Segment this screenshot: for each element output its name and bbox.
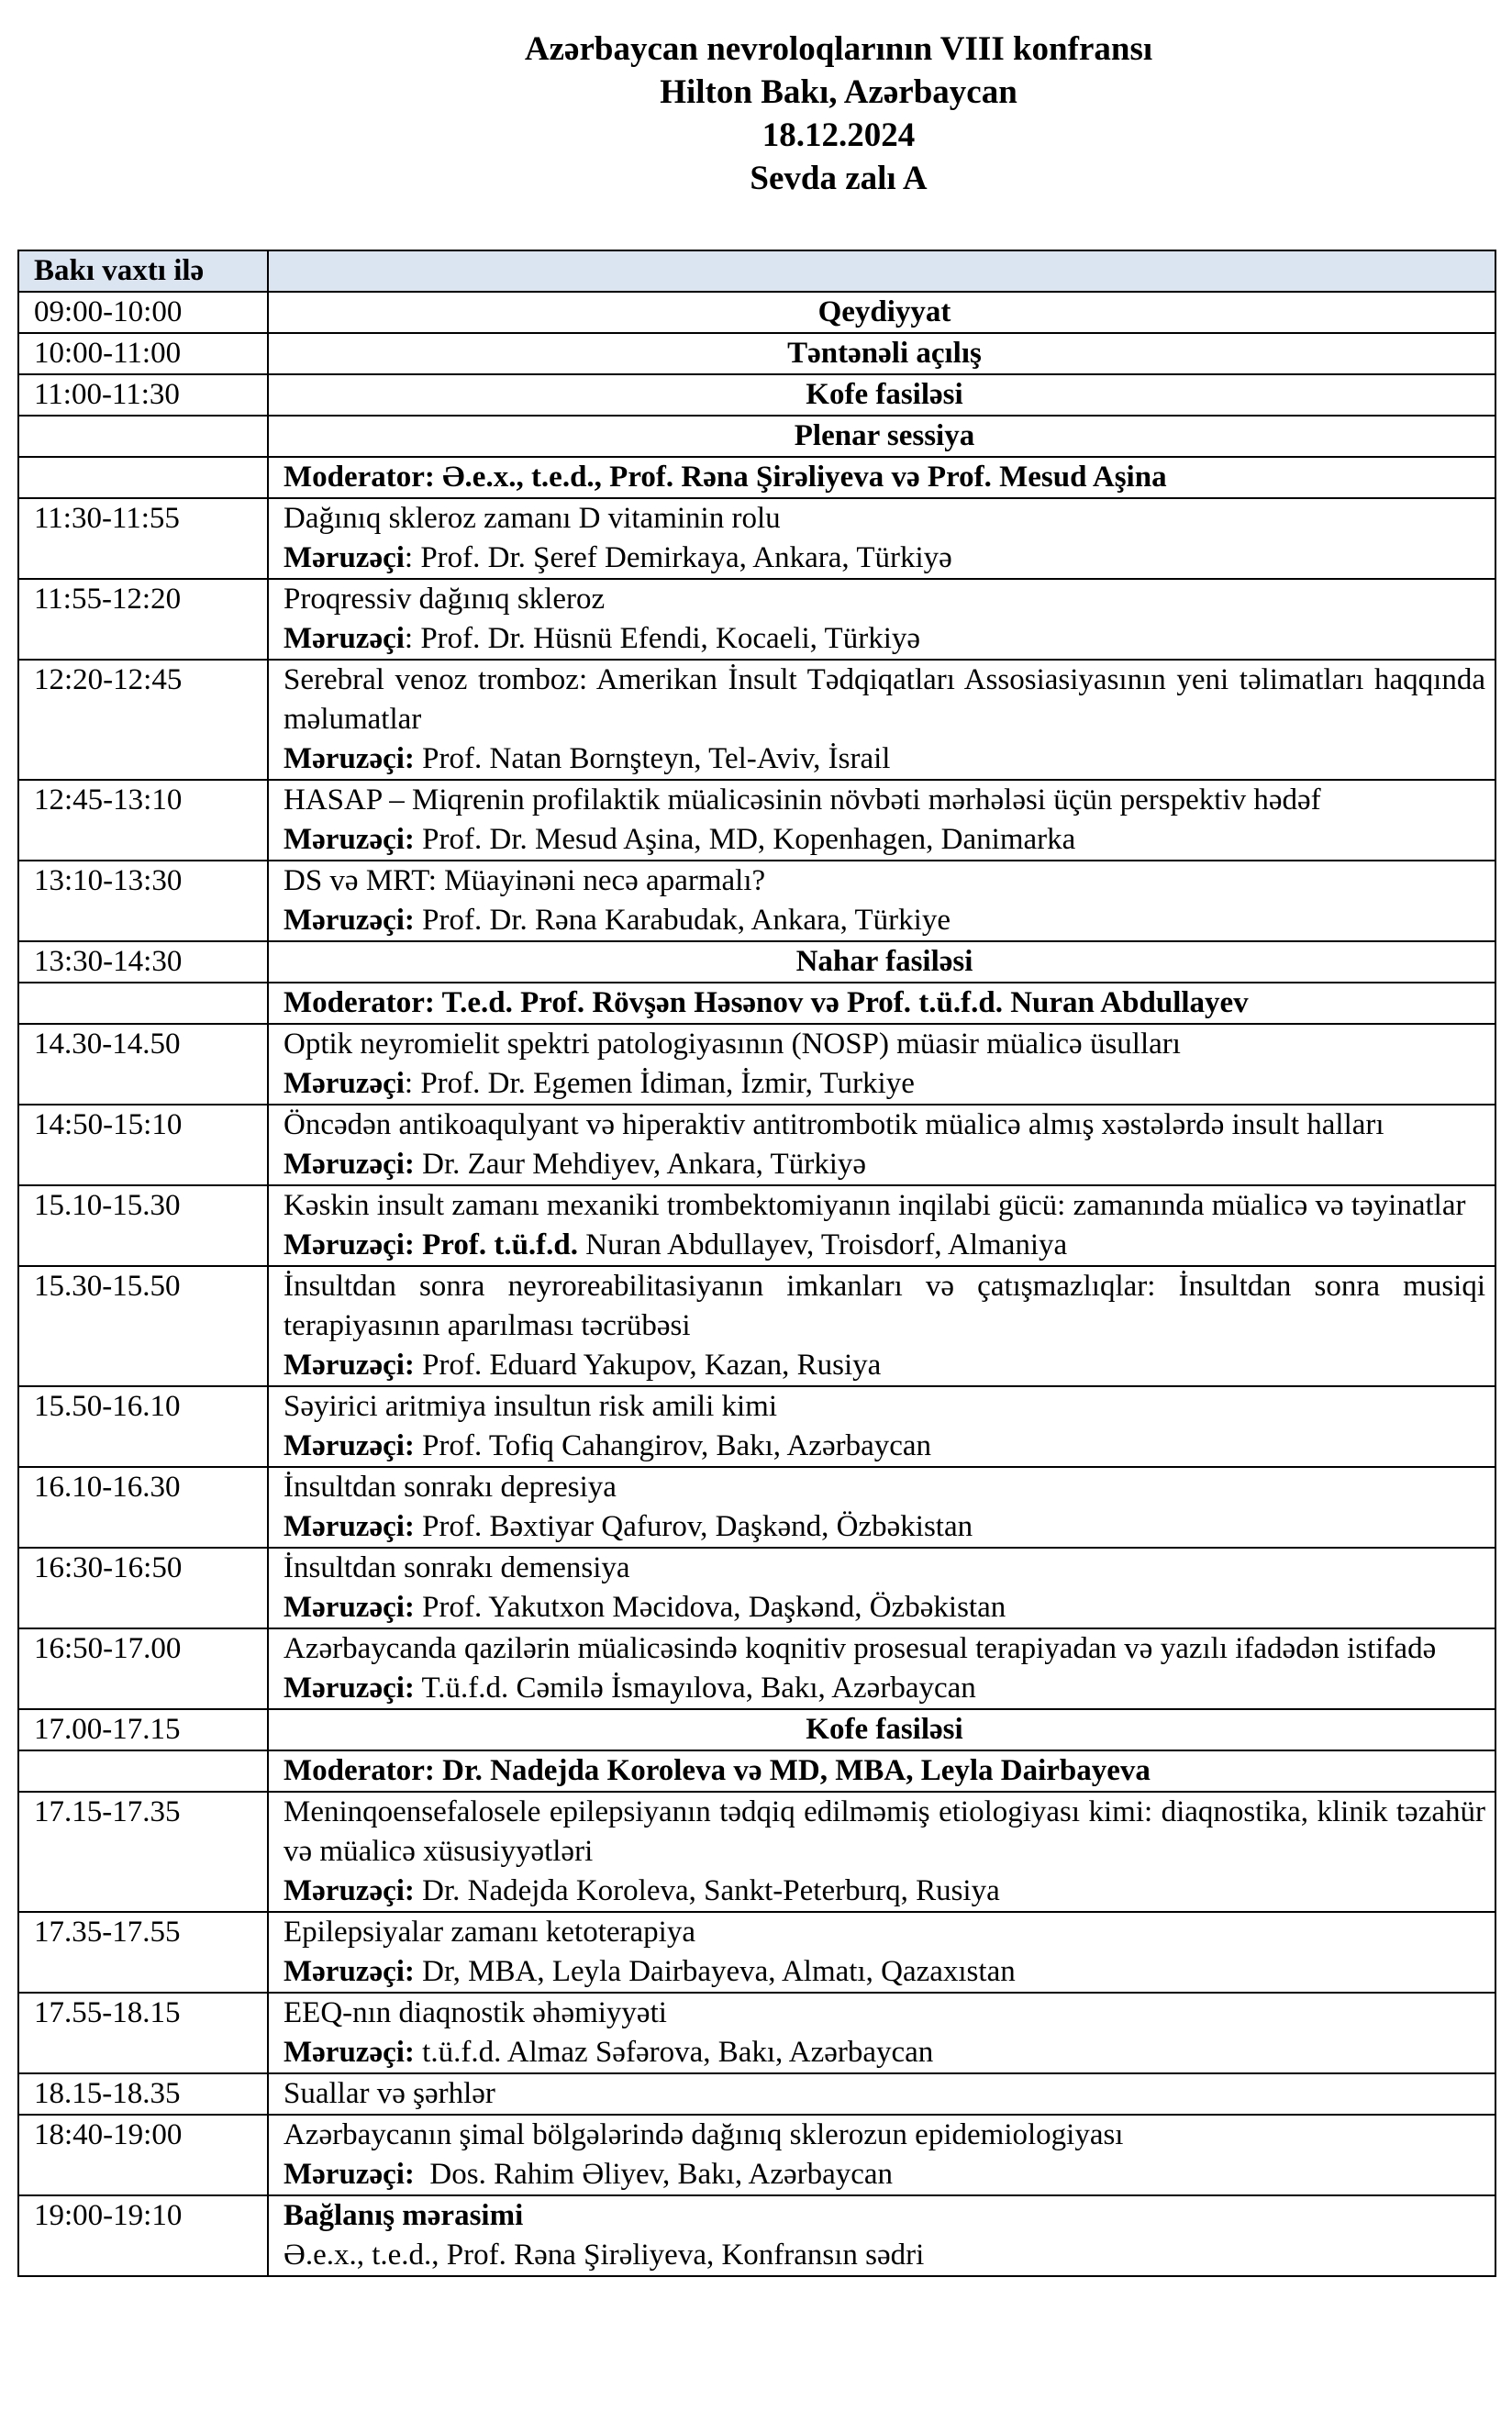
table-row [18,2073,1495,2115]
talk-topic: Dağınıq skleroz zamanı D vitaminin rolu [284,502,781,535]
table-row [18,1628,1495,1709]
table-row [18,2195,1495,2276]
session-time: 18:40-19:00 [18,2115,268,2195]
speaker-label: Məruzəçi [284,1067,405,1100]
moderator-line: Moderator: Ə.e.x., t.e.d., Prof. Rəna Şirəliyeva və Prof. Mesud Aşina [268,457,1495,498]
speaker-name: : Prof. Dr. Hüsnü Efendi, Kocaeli, Türkiyə [404,622,921,655]
talk-speaker [284,1064,1485,1104]
talk-topic: HASAP – Miqrenin profilaktik müalicəsinin növbəti mərhələsi üçün perspektiv hədəf [284,783,1321,817]
talk-topic: Epilepsiyalar zamanı ketoterapiya [284,1916,695,1949]
talk-cell [268,861,1495,941]
table-row [18,416,1495,457]
speaker-label: Məruzəçi: [284,1591,415,1624]
table-row [18,1185,1495,1266]
speaker-label: Məruzəçi: [284,2036,415,2069]
session-time: 16:50-17.00 [18,1628,268,1709]
session-time: 11:00-11:30 [18,374,268,416]
speaker-name: Prof. Natan Bornşteyn, Tel-Aviv, İsrail [414,742,891,775]
speaker-name: T.ü.f.d. Cəmilə İsmayılova, Bakı, Azərbaycan [414,1672,976,1705]
talk-speaker [284,1872,1485,1911]
talk-cell [268,1386,1495,1467]
talk-speaker [284,539,1485,578]
talk-topic: Azərbaycanın şimal bölgələrində dağınıq sklerozun epidemiologiyası [284,2118,1124,2151]
conference-title: Azərbaycan nevroloqlarının VIII konfransı [524,30,1153,68]
speaker-name: Dr. Zaur Mehdiyev, Ankara, Türkiyə [414,1148,867,1181]
session-time [18,416,268,457]
table-row [18,457,1495,498]
session-time: 17.35-17.55 [18,1912,268,1993]
session-time: 14:50-15:10 [18,1105,268,1185]
talk-speaker [284,1145,1485,1184]
speaker-name: Prof. Dr. Mesud Aşina, MD, Kopenhagen, Danimarka [414,823,1076,856]
table-row [18,1993,1495,2073]
talk-speaker [284,1669,1485,1708]
talk-cell [268,2073,1495,2115]
talk-speaker [284,2155,1485,2194]
speaker-label: Məruzəçi: [284,1874,415,1907]
closing-chair: Ə.e.x., t.e.d., Prof. Rəna Şirəliyeva, Konfransın sədri [284,2239,925,2272]
speaker-name: Nuran Abdullayev, Troisdorf, Almaniya [578,1228,1068,1261]
speaker-label: Məruzəçi [284,622,405,655]
talk-speaker [284,619,1485,659]
session-time: 11:55-12:20 [18,579,268,660]
talk-speaker [284,1226,1485,1265]
talk-topic: Meninqoensefalosele epilepsiyanın tədqiq edilməmiş etiologiyası kimi: diaqnostika, klinik təzahür və müalicə xüsusiyyətləri [284,1795,1485,1868]
table-row [18,1912,1495,1993]
talk-cell [268,1185,1495,1266]
speaker-label: Məruzəçi: [284,1955,415,1988]
table-row [18,333,1495,374]
talk-cell [268,1628,1495,1709]
talk-speaker [284,1952,1485,1992]
speaker-label: Məruzəçi: [284,904,415,937]
talk-cell [268,1912,1495,1993]
speaker-name: Prof. Dr. Rəna Karabudak, Ankara, Türkiye [414,904,951,937]
talk-topic: Kəskin insult zamanı mexaniki trombektomiyanın inqilabi gücü: zamanında müalicə və təyinatlar [284,1189,1466,1222]
talk-topic: DS və MRT: Müayinəni necə aparmalı? [284,864,766,897]
speaker-name: Dos. Rahim Əliyev, Bakı, Azərbaycan [414,2158,894,2191]
table-row [18,660,1495,780]
session-time: 19:00-19:10 [18,2195,268,2276]
table-row [18,1548,1495,1628]
moderator-line: Moderator: T.e.d. Prof. Rövşən Həsənov və Prof. t.ü.f.d. Nuran Abdullayev [268,983,1495,1024]
session-time [18,457,268,498]
table-row [18,780,1495,861]
talk-topic: Səyirici aritmiya insultun risk amili kimi [284,1390,778,1423]
talk-cell [268,2195,1495,2276]
talk-cell [268,2115,1495,2195]
speaker-name: Prof. Yakutxon Məcidova, Daşkənd, Özbəkistan [414,1591,1006,1624]
session-time [18,983,268,1024]
speaker-label: Məruzəçi: [284,1148,415,1181]
talk-cell [268,1024,1495,1105]
session-time: 15.10-15.30 [18,1185,268,1266]
talk-speaker [284,1588,1485,1628]
conference-venue: Hilton Bakı, Azərbaycan [660,73,1017,111]
conference-hall: Sevda zalı A [750,160,928,197]
session-time: 09:00-10:00 [18,292,268,333]
moderator-line: Moderator: Dr. Nadejda Koroleva və MD, MBA, Leyla Dairbayeva [268,1750,1495,1792]
page-header [0,28,1512,200]
speaker-name: Prof. Eduard Yakupov, Kazan, Rusiya [414,1349,882,1382]
session-time: 13:30-14:30 [18,941,268,983]
session-time: 16.10-16.30 [18,1467,268,1548]
speaker-label: Məruzəçi: [284,2158,415,2191]
talk-cell [268,660,1495,780]
talk-speaker [284,901,1485,940]
talk-speaker [284,2033,1485,2072]
talk-topic: Suallar və şərhlər [284,2077,495,2110]
talk-speaker [284,1346,1485,1385]
talk-topic: İnsultdan sonrakı demensiya [284,1551,630,1584]
session-time: 18.15-18.35 [18,2073,268,2115]
table-row [18,2115,1495,2195]
session-time: 16:30-16:50 [18,1548,268,1628]
speaker-label: Məruzəçi [284,541,405,574]
talk-speaker [284,820,1485,860]
talk-cell [268,1467,1495,1548]
talk-topic: İnsultdan sonra neyroreabilitasiyanın imkanları və çatışmazlıqlar: İnsultdan sonra musiqi terapiyasının aparılması təcrübəsi [284,1270,1485,1342]
session-time: 14.30-14.50 [18,1024,268,1105]
table-row [18,1024,1495,1105]
table-row [18,1467,1495,1548]
session-time: 12:20-12:45 [18,660,268,780]
table-row [18,1266,1495,1386]
table-row [18,1792,1495,1912]
table-row [18,983,1495,1024]
session-time: 13:10-13:30 [18,861,268,941]
speaker-name: : Prof. Dr. Şeref Demirkaya, Ankara, Türkiyə [404,541,952,574]
speaker-name: t.ü.f.d. Almaz Səfərova, Bakı, Azərbaycan [414,2036,934,2069]
table-row [18,1105,1495,1185]
speaker-label: Məruzəçi: [284,1672,415,1705]
table-row [18,498,1495,579]
speaker-name: : Prof. Dr. Egemen İdiman, İzmir, Turkiye [404,1067,915,1100]
talk-speaker [284,739,1485,779]
table-row [18,1750,1495,1792]
program-table [17,250,1496,2277]
talk-topic: Serebral venoz tromboz: Amerikan İnsult Tədqiqatları Assosiasiyasının yeni təlimatları haqqında məlumatlar [284,663,1485,736]
speaker-label: Məruzəçi: [284,823,415,856]
talk-cell [268,498,1495,579]
speaker-label: Məruzəçi: [284,742,415,775]
talk-topic: EEQ-nın diaqnostik əhəmiyyəti [284,1996,667,2029]
session-title: Kofe fasiləsi [268,1709,1495,1750]
session-time: 15.50-16.10 [18,1386,268,1467]
session-time: 17.55-18.15 [18,1993,268,2073]
speaker-name: Dr, MBA, Leyla Dairbayeva, Almatı, Qazaxıstan [414,1955,1016,1988]
session-title: Kofe fasiləsi [268,374,1495,416]
table-header-row [18,250,1495,292]
table-row [18,374,1495,416]
talk-cell [268,1105,1495,1185]
time-column-header: Bakı vaxtı ilə [18,250,268,292]
session-time [18,1750,268,1792]
conference-date: 18.12.2024 [762,117,916,154]
program-column-header [268,250,1495,292]
speaker-name: Prof. Tofiq Cahangirov, Bakı, Azərbaycan [414,1429,932,1462]
talk-cell [268,1792,1495,1912]
talk-topic: Proqressiv dağınıq skleroz [284,583,606,616]
session-time: 11:30-11:55 [18,498,268,579]
speaker-label: Məruzəçi: Prof. t.ü.f.d. [284,1228,579,1261]
talk-speaker [284,1507,1485,1547]
session-time: 17.15-17.35 [18,1792,268,1912]
speaker-label: Məruzəçi: [284,1429,415,1462]
session-title: Qeydiyyat [268,292,1495,333]
talk-cell [268,1993,1495,2073]
table-row [18,1709,1495,1750]
session-time: 17.00-17.15 [18,1709,268,1750]
table-row [18,1386,1495,1467]
table-row [18,861,1495,941]
session-time: 15.30-15.50 [18,1266,268,1386]
table-row [18,941,1495,983]
speaker-label: Məruzəçi: [284,1510,415,1543]
table-row [18,579,1495,660]
talk-topic: Öncədən antikoaqulyant və hiperaktiv antitrombotik müalicə almış xəstələrdə insult halları [284,1108,1384,1141]
talk-cell [268,579,1495,660]
speaker-name: Dr. Nadejda Koroleva, Sankt-Peterburq, Rusiya [414,1874,1000,1907]
session-time: 10:00-11:00 [18,333,268,374]
talk-cell [268,780,1495,861]
session-title: Təntənəli açılış [268,333,1495,374]
speaker-label: Məruzəçi: [284,1349,415,1382]
table-row [18,292,1495,333]
talk-topic: İnsultdan sonrakı depresiya [284,1471,617,1504]
talk-topic: Azərbaycanda qazilərin müalicəsində koqnitiv prosesual terapiyadan və yazılı ifadədən istifadə [284,1632,1437,1665]
talk-speaker [284,1427,1485,1466]
closing-title: Bağlanış mərasimi [284,2199,524,2232]
speaker-name: Prof. Bəxtiyar Qafurov, Daşkənd, Özbəkistan [414,1510,973,1543]
session-title: Plenar sessiya [268,416,1495,457]
talk-cell [268,1548,1495,1628]
session-title: Nahar fasiləsi [268,941,1495,983]
talk-cell [268,1266,1495,1386]
talk-topic: Optik neyromielit spektri patologiyasının (NOSP) müasir müalicə üsulları [284,1028,1181,1061]
session-time: 12:45-13:10 [18,780,268,861]
